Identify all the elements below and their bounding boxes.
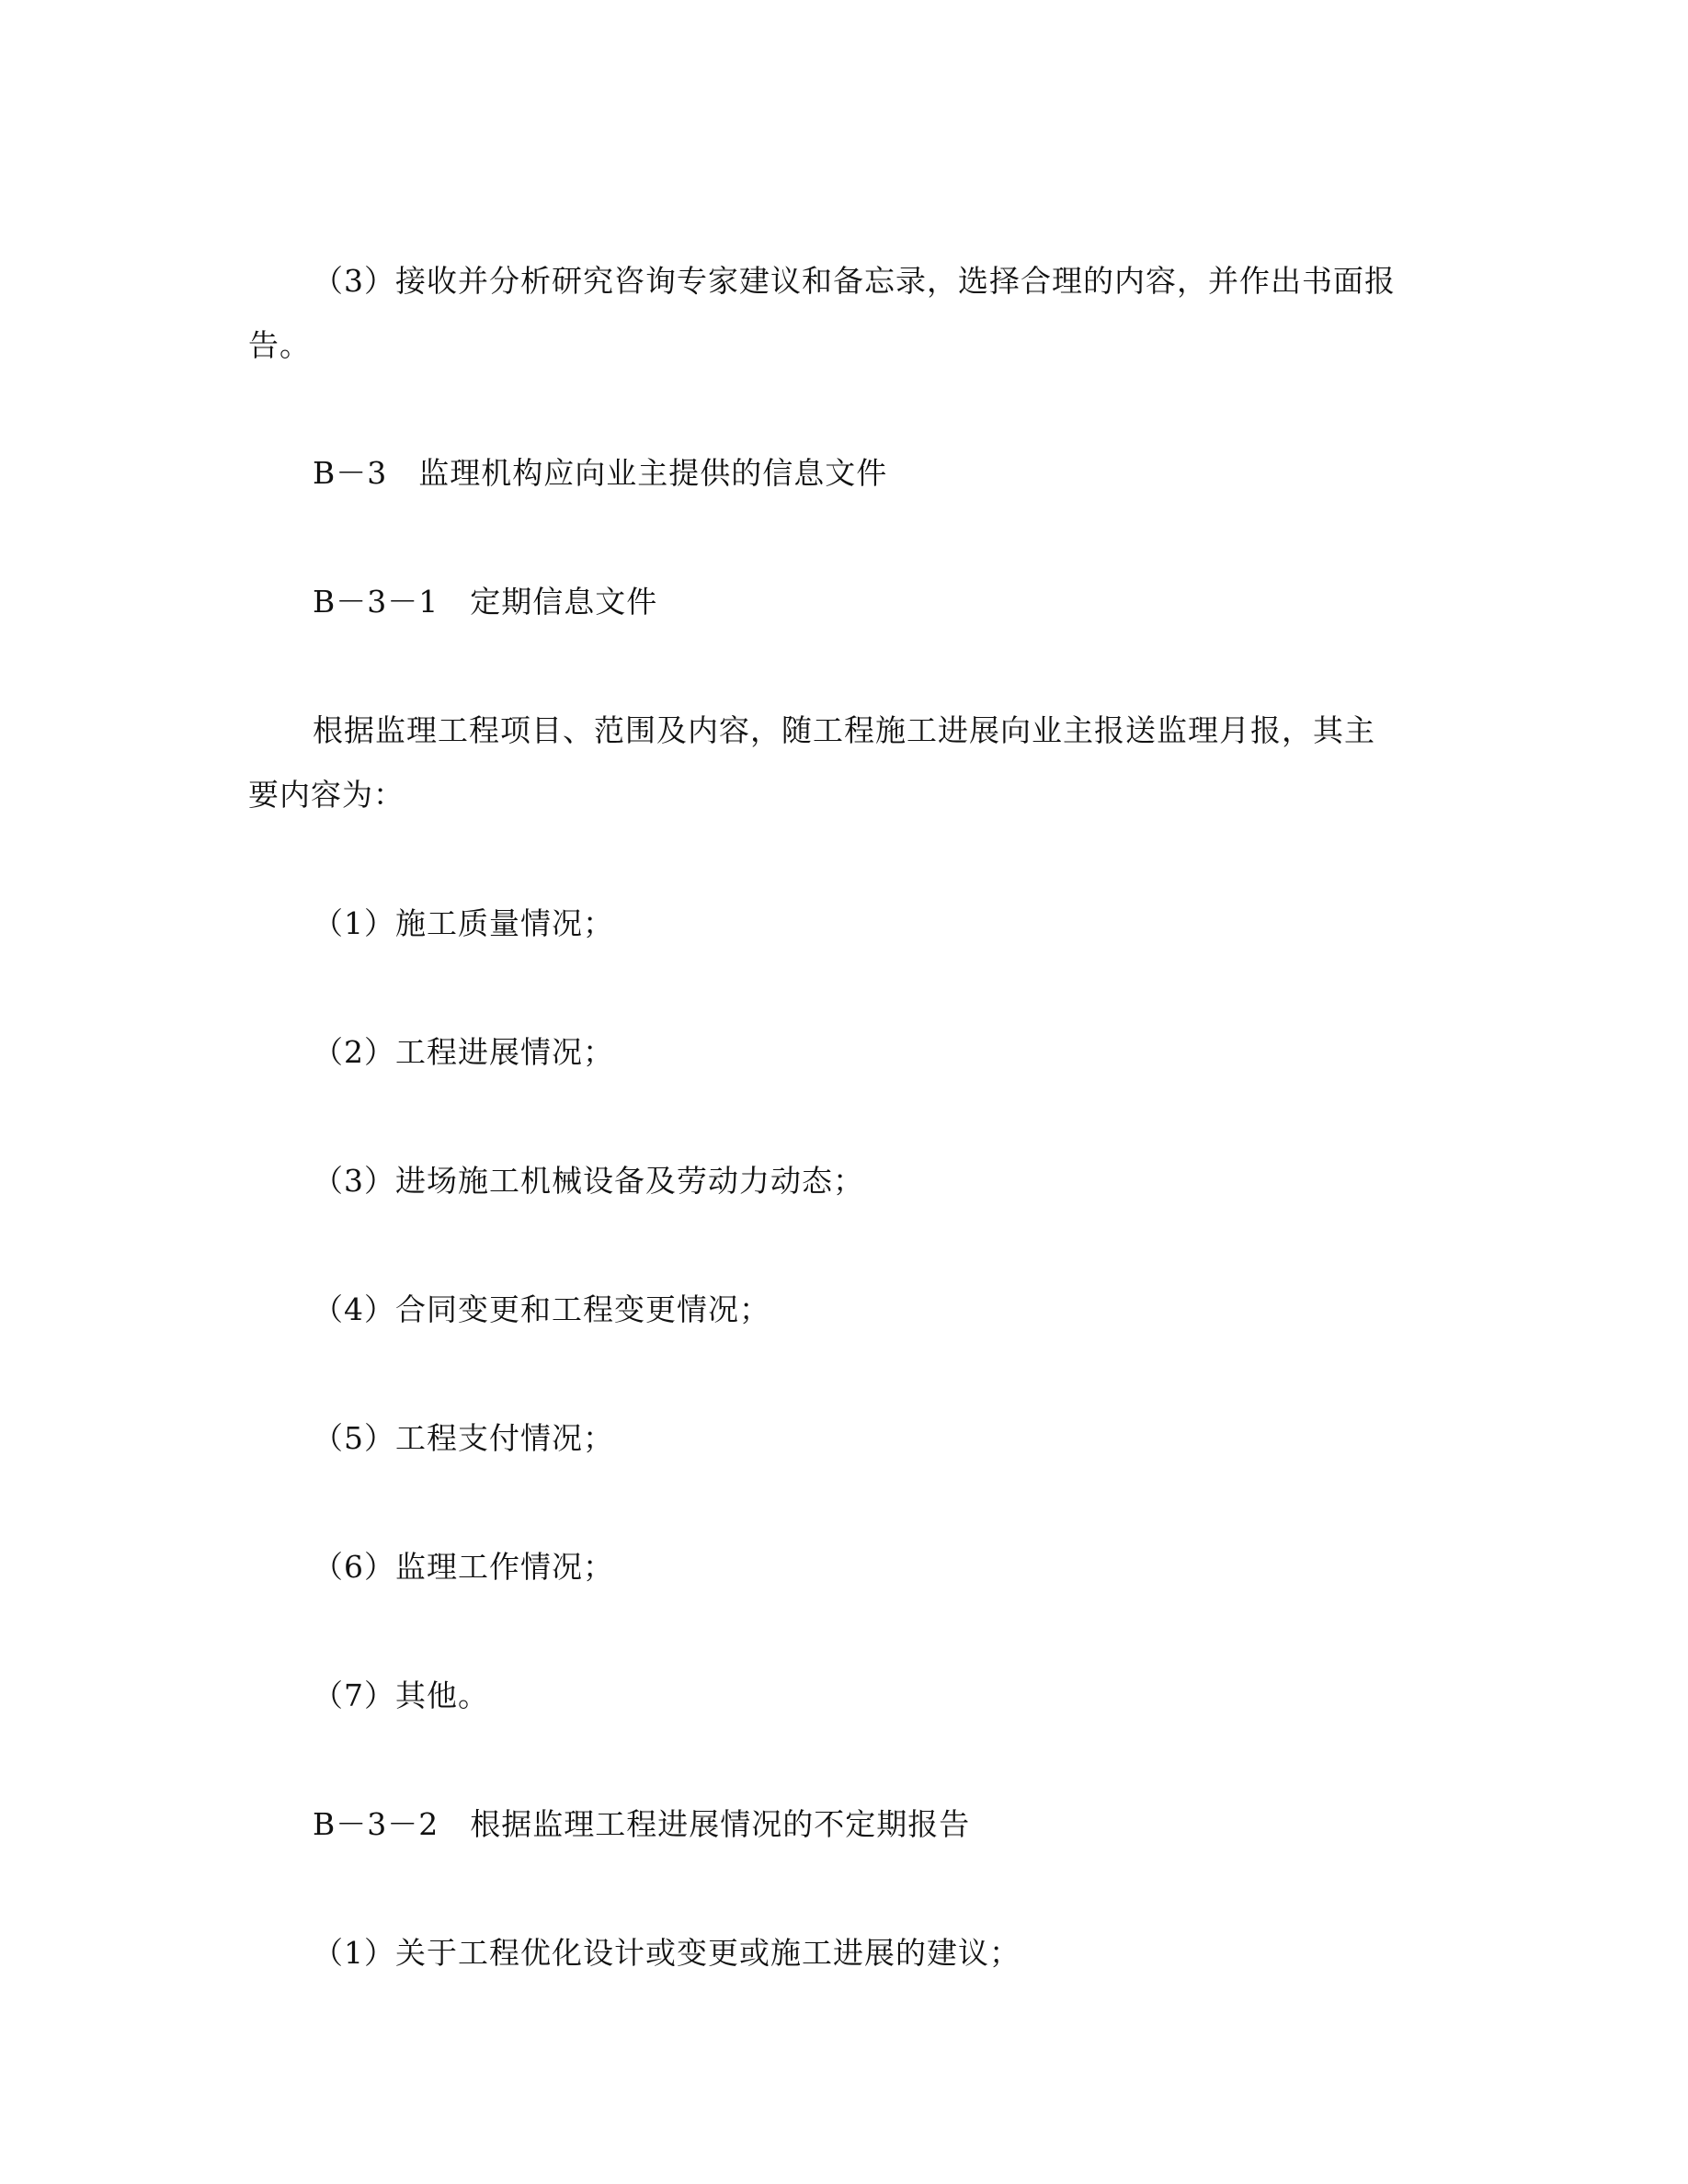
list-item: （7）其他。 — [313, 1678, 489, 1713]
paragraph-line: 告。 — [248, 327, 311, 363]
list-item: （4）合同变更和工程变更情况； — [313, 1291, 770, 1327]
list-item: （1）关于工程优化设计或变更或施工进展的建议； — [313, 1935, 1021, 1971]
paragraph-line: （3）接收并分析研究咨询专家建议和备忘录，选择合理的内容，并作出书面报 — [313, 263, 1396, 299]
list-item: （2）工程进展情况； — [313, 1034, 614, 1070]
section-heading-b3: B－3 监理机构应向业主提供的信息文件 — [313, 455, 888, 491]
section-heading-b3-2: B－3－2 根据监理工程进展情况的不定期报告 — [313, 1806, 971, 1842]
list-item: （3）进场施工机械设备及劳动力动态； — [313, 1163, 864, 1199]
list-item: （6）监理工作情况； — [313, 1549, 614, 1585]
list-item: （5）工程支付情况； — [313, 1420, 614, 1456]
list-item: （1）施工质量情况； — [313, 905, 614, 941]
section-heading-b3-1: B－3－1 定期信息文件 — [313, 584, 658, 620]
paragraph-line: 根据监理工程项目、范围及内容，随工程施工进展向业主报送监理月报，其主 — [313, 712, 1375, 748]
paragraph-line: 要内容为： — [248, 777, 405, 813]
